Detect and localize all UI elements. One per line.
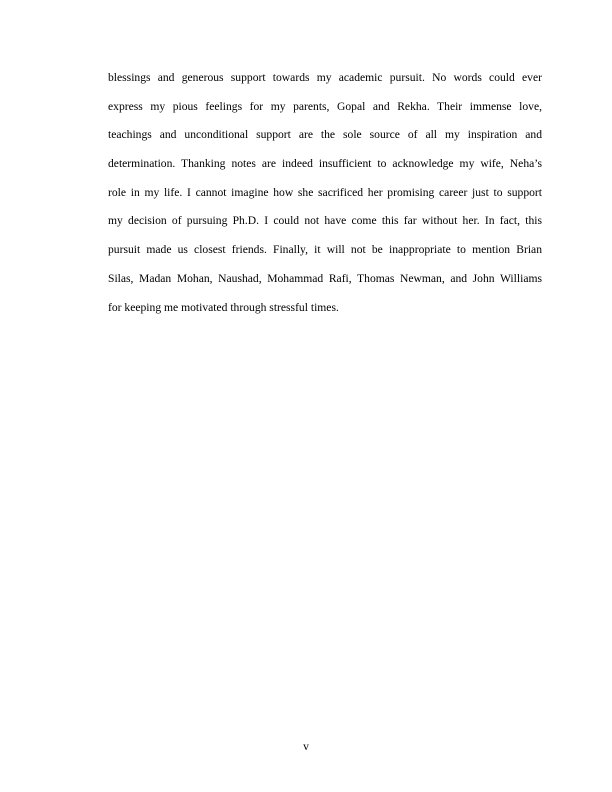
acknowledgments-paragraph [108, 64, 542, 322]
paragraph-line: Silas, Madan Mohan, Naushad, Mohammad Rafi, Thomas Newman, and John Williams [108, 271, 542, 285]
paragraph-line: express my pious feelings for my parents, Gopal and Rekha. Their immense love, [108, 99, 542, 113]
paragraph-line: role in my life. I cannot imagine how she sacrificed her promising career just to support [108, 185, 542, 199]
paragraph-line: pursuit made us closest friends. Finally, it will not be inappropriate to mention Brian [108, 243, 542, 257]
page-number: v [303, 740, 309, 753]
paragraph-line: teachings and unconditional support are the sole source of all my inspiration and [108, 128, 542, 142]
paragraph-line: for keeping me motivated through stressful times. [108, 300, 339, 314]
paragraph-line: determination. Thanking notes are indeed insufficient to acknowledge my wife, Neha’s [108, 157, 542, 171]
paragraph-line: blessings and generous support towards my academic pursuit. No words could ever [108, 71, 542, 84]
paragraph-line: my decision of pursuing Ph.D. I could not have come this far without her. In fact, this [108, 214, 542, 228]
